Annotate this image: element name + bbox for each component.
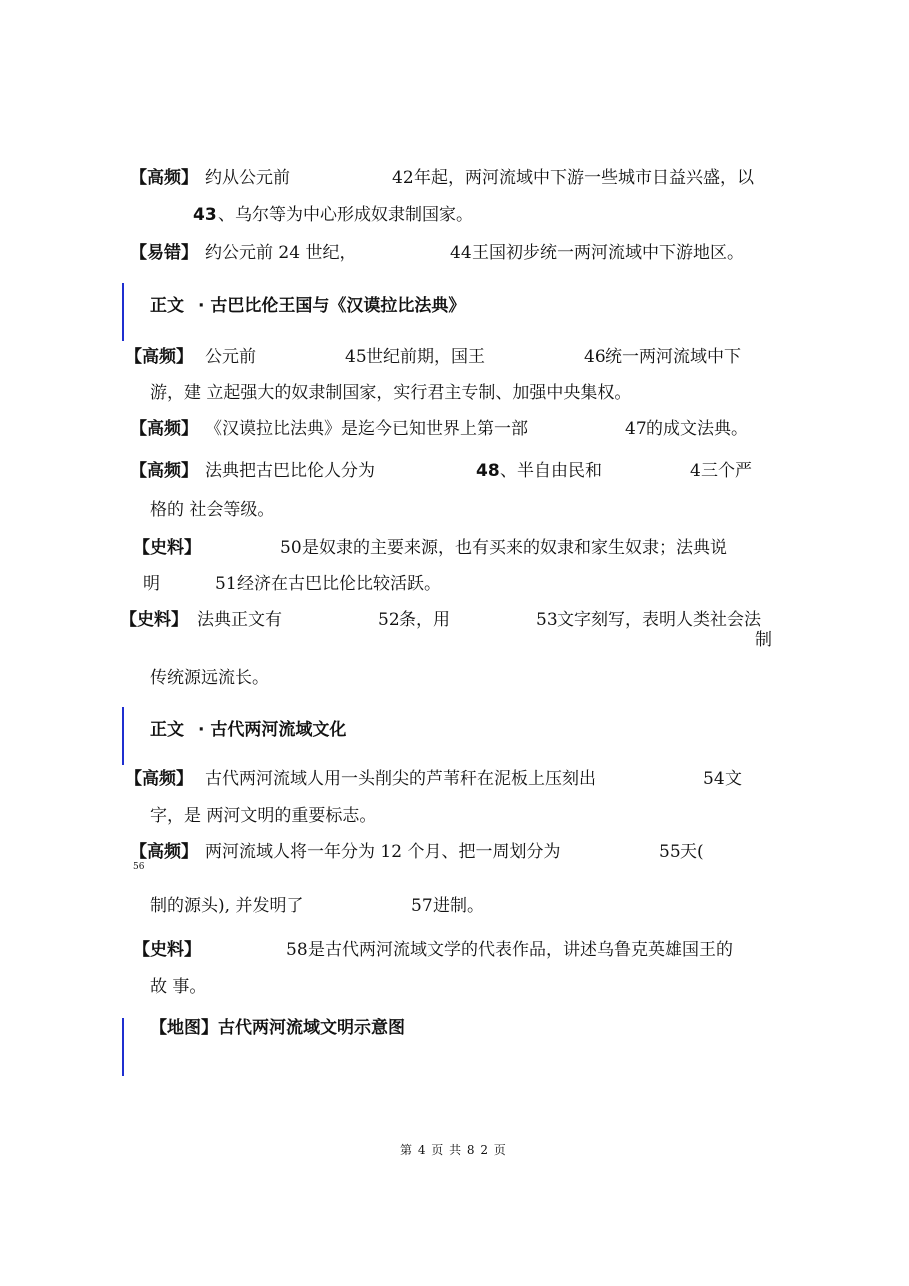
blank-number: 50 (280, 538, 302, 558)
tag-high-frequency: 【高频】 (130, 461, 198, 481)
tag-source-material: 【史料】 (133, 538, 201, 558)
text: 公元前 (205, 347, 256, 367)
blank-number: 43 (193, 205, 217, 225)
text: 文 (725, 769, 742, 789)
text: 两河流域人将一年分为 12 个月、把一周划分为 (205, 842, 561, 862)
tag-source-material: 【史料】 (120, 610, 188, 630)
blank-number: 48 (476, 461, 500, 481)
text: 天( (680, 842, 704, 862)
text: 法典正文有 (197, 610, 282, 630)
blank-number-superscript: 56 (133, 862, 145, 872)
text: 故 事。 (150, 977, 207, 997)
blank-number: 51 (215, 574, 237, 594)
text: 、半自由民和 (500, 461, 602, 481)
text: 进制。 (433, 896, 484, 916)
blank-number: 46 (584, 347, 606, 367)
text: 游，建 立起强大的奴隶制国家，实行君主专制、加强中央集权。 (150, 383, 632, 403)
section-bar (122, 283, 124, 341)
section-bar (122, 1018, 124, 1076)
text: 条，用 (399, 610, 450, 630)
text: 是古代两河流域文学的代表作品，讲述乌鲁克英雄国王的 (308, 940, 733, 960)
section-title: · 古代两河流域文化 (198, 720, 347, 740)
page-footer: 第 4 页 共 8 2 页 (400, 1143, 507, 1157)
tag-source-material: 【史料】 (133, 940, 201, 960)
text: 明 (143, 574, 160, 594)
tag-high-frequency: 【高频】 (130, 419, 198, 439)
blank-number: 54 (703, 769, 725, 789)
text: 制的源头), 并发明了 (150, 896, 304, 916)
section-title: · 古巴比伦王国与《汉谟拉比法典》 (198, 296, 466, 316)
text: 传统源远流长。 (150, 668, 269, 688)
text: 是奴隶的主要来源，也有买来的奴隶和家生奴隶；法典说 (302, 538, 727, 558)
tag-error-prone: 【易错】 (130, 243, 198, 263)
blank-number: 55 (659, 842, 681, 862)
text: 、乌尔等为中心形成奴隶制国家。 (218, 205, 473, 225)
text: 世纪前期，国王 (366, 347, 485, 367)
text: 王国初步统一两河流域中下游地区。 (472, 243, 744, 263)
tag-high-frequency: 【高频】 (130, 842, 198, 862)
blank-number: 44 (450, 243, 472, 263)
blank-number: 4 (690, 461, 701, 481)
blank-number: 45 (345, 347, 367, 367)
text: 统一两河流域中下 (605, 347, 741, 367)
blank-number: 53 (536, 610, 558, 630)
text: 三个严 (701, 461, 752, 481)
blank-number: 58 (286, 940, 308, 960)
tag-high-frequency: 【高频】 (125, 347, 193, 367)
blank-number: 47 (625, 419, 647, 439)
text: 约公元前 24 世纪， (205, 243, 357, 263)
section-label: 正文 (150, 720, 184, 740)
text: 约从公元前 (205, 168, 290, 188)
text: 经济在古巴比伦比较活跃。 (237, 574, 441, 594)
blank-number: 52 (378, 610, 400, 630)
text: 字，是 两河文明的重要标志。 (150, 806, 377, 826)
text: 法典把古巴比伦人分为 (205, 461, 375, 481)
text: 《汉谟拉比法典》是迄今已知世界上第一部 (205, 419, 528, 439)
text: 制 (755, 630, 772, 650)
blank-number: 42 (392, 168, 414, 188)
text: 格的 社会等级。 (150, 500, 275, 520)
text: 文字刻写，表明人类社会法 (557, 610, 761, 630)
text: 年起，两河流域中下游一些城市日益兴盛，以 (414, 168, 754, 188)
section-bar (122, 707, 124, 765)
tag-high-frequency: 【高频】 (130, 168, 198, 188)
text: 古代两河流域人用一头削尖的芦苇秆在泥板上压刻出 (205, 769, 596, 789)
section-title-map: 【地图】古代两河流域文明示意图 (150, 1018, 405, 1038)
text: 的成文法典。 (646, 419, 748, 439)
tag-high-frequency: 【高频】 (125, 769, 193, 789)
section-label: 正文 (150, 296, 184, 316)
blank-number: 57 (411, 896, 433, 916)
